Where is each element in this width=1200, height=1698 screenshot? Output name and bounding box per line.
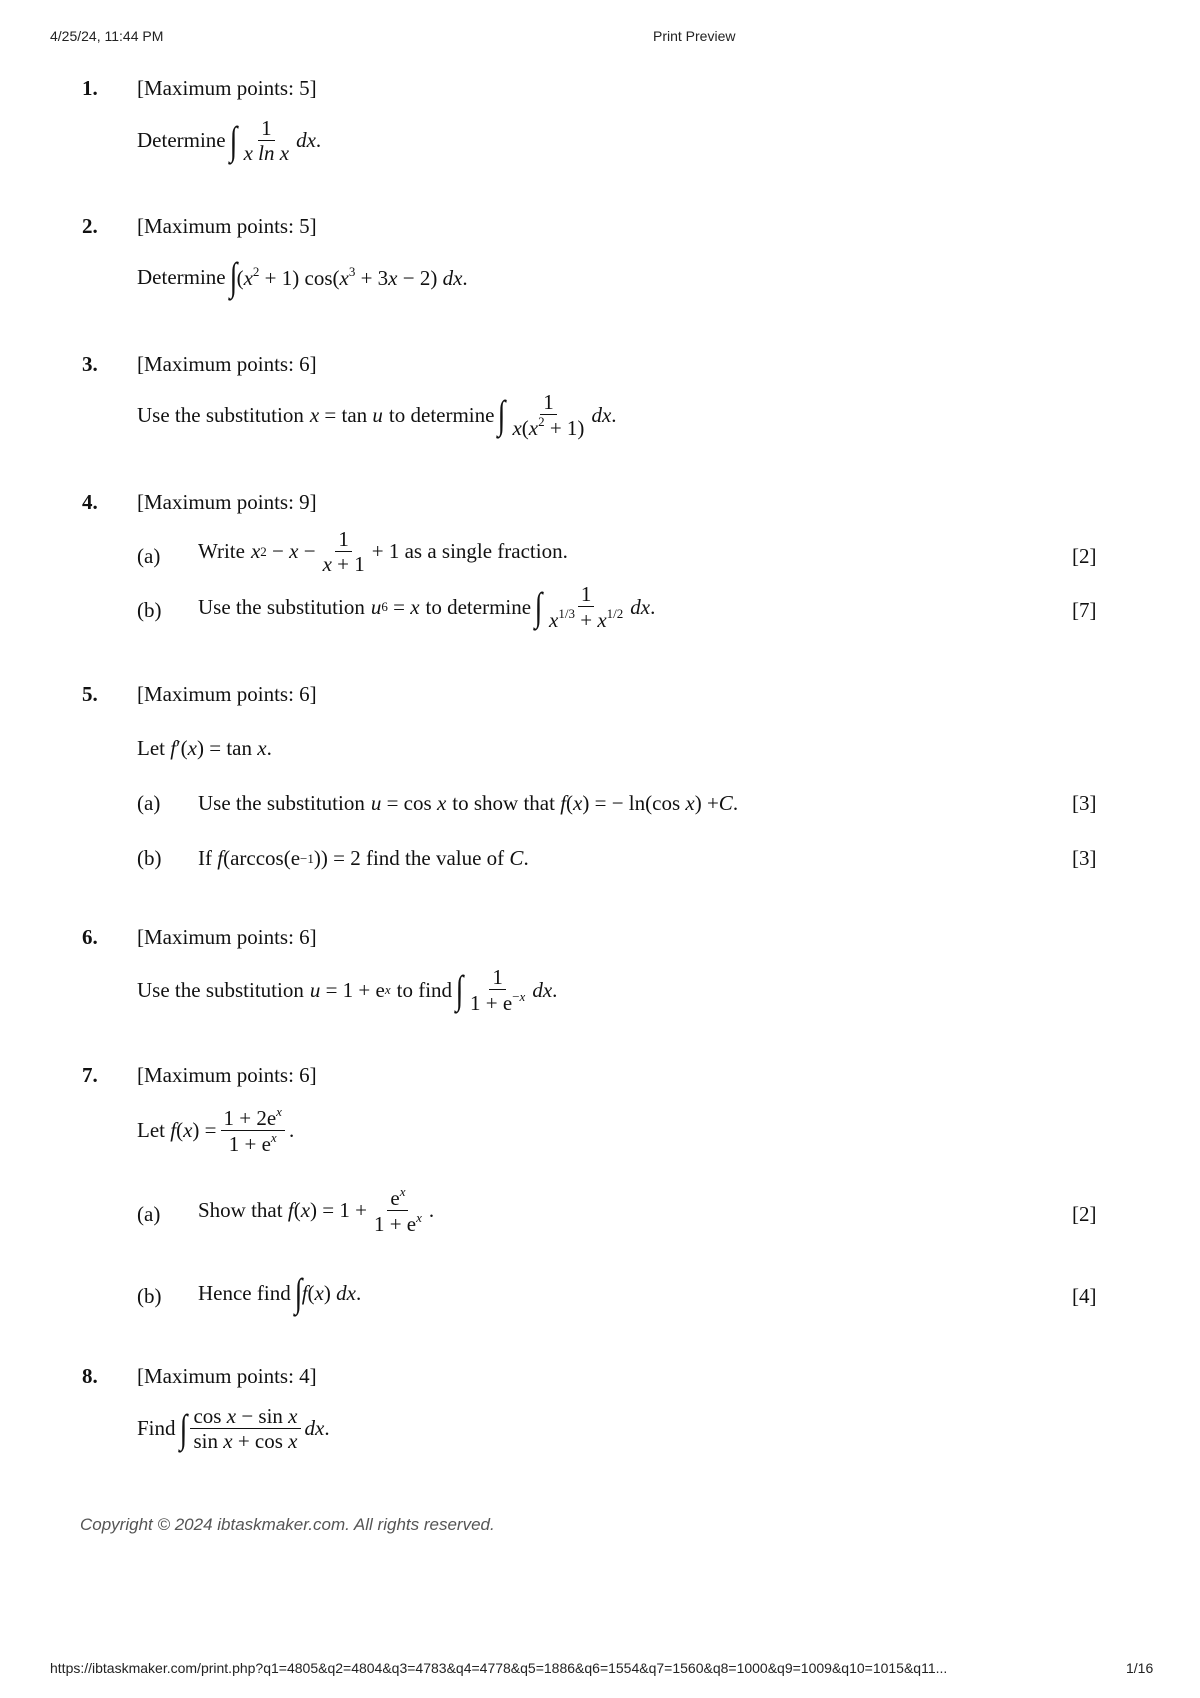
part-marks: [2]: [1072, 1202, 1097, 1226]
part-text: Write x 2 − x − $\frac{1}{x + 1}$ + 1 as a single fraction.: [198, 527, 568, 577]
question-number: 6.: [82, 925, 98, 949]
question-points: [Maximum points: 6]: [137, 925, 317, 949]
fraction: $\frac{\text{cos x − sin x}}{\text{sin x + cos x}}$: [190, 1404, 300, 1453]
part-label: (a): [137, 791, 161, 815]
print-header: [0, 28, 1200, 50]
question-points: [Maximum points: 4]: [137, 1364, 317, 1388]
part-text: Use the substitution u 6 = x to determine ∫ $\frac{1}{x^{1/3} + x^{1/2}}$ dx .: [198, 582, 656, 633]
fraction: $\frac{1 + 2e^x}{1 + e^x}$: [221, 1105, 285, 1156]
part-label: (a): [137, 544, 161, 568]
part-marks: [3]: [1072, 846, 1097, 870]
part-text: Use the substitution u = cos x to show that f ( x ) = − ln(cos x ) + C .: [198, 791, 739, 815]
fraction: $\frac{1}{\text{x ln x}}$: [243, 116, 290, 166]
fraction: $\frac{1}{x + 1}$: [322, 527, 365, 577]
part-text: Hence find ∫ f(x) dx.: [198, 1270, 362, 1315]
print-timestamp: 4/25/24, 11:44 PM: [50, 28, 164, 44]
copyright-notice: Copyright © 2024 ibtaskmaker.com. All rights reserved.: [80, 1515, 495, 1534]
question-number: 5.: [82, 682, 98, 706]
question-text: Use the substitution u = 1 + e x to find ∫ $\frac{1}{1 + e^{-x}}$ dx .: [137, 965, 558, 1016]
part-label: (a): [137, 1202, 161, 1226]
question-text: Find ∫ $\frac{\text{cos x − sin x}}{\text{sin x + cos x}}$ dx .: [137, 1404, 330, 1454]
question-number: 2.: [82, 214, 98, 238]
print-title: Print Preview: [653, 28, 736, 44]
part-marks: [2]: [1072, 544, 1097, 568]
page-number: 1/16: [1126, 1660, 1154, 1676]
part-marks: [3]: [1072, 791, 1097, 815]
question-points: [Maximum points: 5]: [137, 214, 317, 238]
question-points: [Maximum points: 5]: [137, 76, 317, 100]
part-marks: [4]: [1072, 1284, 1097, 1308]
question-points: [Maximum points: 6]: [137, 682, 317, 706]
page-url: https://ibtaskmaker.com/print.php?q1=4805&q2=4804&q3=4783&q4=4778&q5=1886&q6=1554&q7=1560&q8=1000&q9=1009&q10=1015&q11...: [50, 1660, 948, 1676]
part-text: If f (arccos(e −1 )) = 2 find the value of C .: [198, 846, 529, 870]
question-points: [Maximum points: 6]: [137, 352, 317, 376]
question-number: 3.: [82, 352, 98, 376]
part-marks: [7]: [1072, 598, 1097, 622]
fraction: $\frac{1}{x^{1/3} + x^{1/2}}$: [549, 582, 624, 633]
question-text: Determine ∫ $\frac{1}{\text{x ln x}}$ dx .: [137, 116, 322, 166]
fraction: $\frac{e^x}{1 + e^x}$: [373, 1184, 422, 1237]
part-label: (b): [137, 1284, 162, 1308]
question-text: Let f ′( x ) = tan x .: [137, 736, 272, 760]
question-number: 7.: [82, 1063, 98, 1087]
part-label: (b): [137, 846, 162, 870]
question-text: Use the substitution x = tan u to determine ∫ $\frac{1}{x(x^2 + 1)}$ dx .: [137, 390, 617, 441]
fraction: $\frac{1}{x(x^2 + 1)}$: [512, 390, 585, 441]
part-label: (b): [137, 598, 162, 622]
question-text: Determine ∫ $(x^2 + 1) \cos(x^3 + 3x - 2)$ dx.: [137, 254, 468, 299]
question-text: Let f ( x ) = $\frac{1 + 2e^x}{1 + e^x}$ .: [137, 1104, 295, 1157]
question-points: [Maximum points: 6]: [137, 1063, 317, 1087]
question-number: 8.: [82, 1364, 98, 1388]
part-text: Show that f ( x ) = 1 + $\frac{e^x}{1 + e^x}$ .: [198, 1184, 435, 1237]
question-number: 1.: [82, 76, 98, 100]
fraction: $\frac{1}{1 + e^{-x}}$: [470, 965, 526, 1016]
question-number: 4.: [82, 490, 98, 514]
question-points: [Maximum points: 9]: [137, 490, 317, 514]
